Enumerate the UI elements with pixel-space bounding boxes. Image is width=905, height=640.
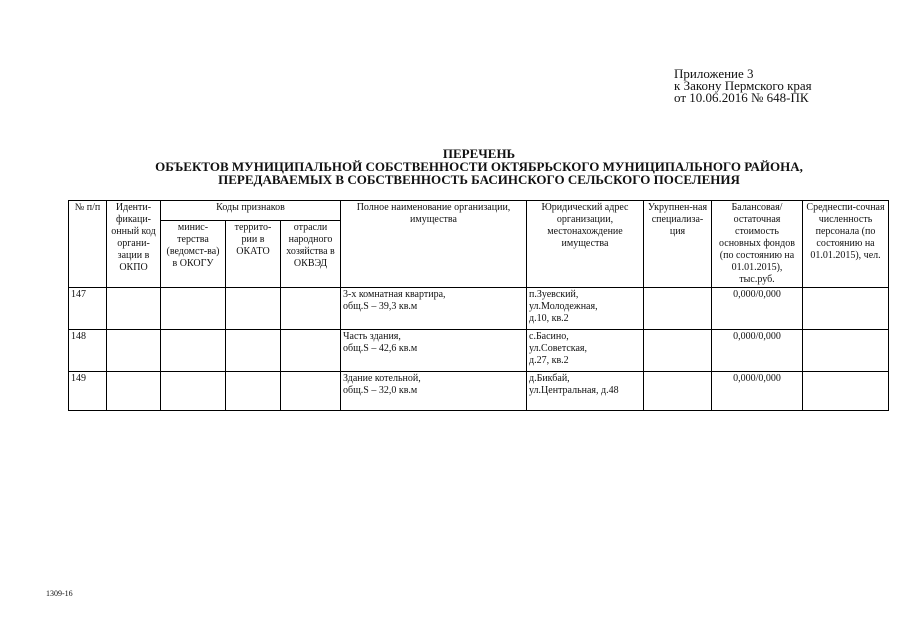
cell-name-line-1: Здание котельной, <box>343 373 421 384</box>
header-row-1 <box>69 201 889 221</box>
cell-ident <box>107 288 161 330</box>
cell-ident <box>107 330 161 372</box>
cell-address-line-2: ул.Центральная, д.48 <box>529 385 619 396</box>
cell-address <box>527 288 644 330</box>
header-ident: Иденти-фикаци-онный код органи-зации в ОКПО <box>107 201 161 288</box>
cell-address-line-2: ул.Молодежная, <box>529 301 598 312</box>
cell-name <box>341 372 527 411</box>
header-staff: Среднеспи-сочная численность персонала (по состоянию на 01.01.2015), чел. <box>803 201 889 288</box>
cell-spec <box>644 288 712 330</box>
header-territory: террито-рии в ОКАТО <box>226 220 281 287</box>
appendix-line-1: Приложение 3 <box>674 66 754 81</box>
cell-ministry <box>161 288 226 330</box>
cell-spec <box>644 372 712 411</box>
cell-ministry <box>161 330 226 372</box>
table-row <box>69 330 889 372</box>
cell-balance: 0,000/0,000 <box>712 288 803 330</box>
cell-address <box>527 372 644 411</box>
cell-address-line-3: д.27, кв.2 <box>529 355 569 366</box>
cell-name <box>341 330 527 372</box>
cell-address <box>527 330 644 372</box>
cell-address-line-1: д.Бикбай, <box>529 373 570 384</box>
header-name: Полное наименование организации, имущества <box>341 201 527 288</box>
cell-staff <box>803 330 889 372</box>
cell-staff <box>803 372 889 411</box>
cell-address-line-2: ул.Советская, <box>529 343 587 354</box>
appendix-note <box>674 68 812 104</box>
cell-address-line-3: д.10, кв.2 <box>529 313 569 324</box>
cell-balance: 0,000/0,000 <box>712 330 803 372</box>
cell-spec <box>644 330 712 372</box>
cell-num: 149 <box>69 372 107 411</box>
cell-branch <box>281 288 341 330</box>
cell-num: 147 <box>69 288 107 330</box>
cell-address-line-1: с.Басино, <box>529 331 569 342</box>
footer-code: 1309-16 <box>46 589 73 598</box>
cell-territory <box>226 330 281 372</box>
cell-name-line-2: общ.S – 39,3 кв.м <box>343 301 418 312</box>
cell-name-line-2: общ.S – 42,6 кв.м <box>343 343 418 354</box>
document-title <box>70 147 888 186</box>
cell-name-line-1: 3-х комнатная квартира, <box>343 289 446 300</box>
cell-ident <box>107 372 161 411</box>
appendix-line-3: от 10.06.2016 № 648-ПК <box>674 90 809 105</box>
cell-balance: 0,000/0,000 <box>712 372 803 411</box>
table-row <box>69 288 889 330</box>
cell-branch <box>281 330 341 372</box>
table-row <box>69 372 889 411</box>
cell-name-line-2: общ.S – 32,0 кв.м <box>343 385 418 396</box>
header-num: № п/п <box>69 201 107 288</box>
cell-branch <box>281 372 341 411</box>
header-ministry: минис-терства (ведомст-ва) в ОКОГУ <box>161 220 226 287</box>
appendix-line-2: к Закону Пермского края <box>674 78 812 93</box>
cell-name-line-1: Часть здания, <box>343 331 401 342</box>
title-line-1: ПЕРЕЧЕНЬ <box>442 146 516 161</box>
header-codes: Коды признаков <box>161 201 341 221</box>
title-line-2: ОБЪЕКТОВ МУНИЦИПАЛЬНОЙ СОБСТВЕННОСТИ ОКТЯБРЬСКОГО МУНИЦИПАЛЬНОГО РАЙОНА, <box>155 159 803 174</box>
property-table <box>68 200 889 411</box>
cell-territory <box>226 288 281 330</box>
cell-territory <box>226 372 281 411</box>
header-balance: Балансовая/ остаточная стоимость основных фондов (по состоянию на 01.01.2015), тыс.руб. <box>712 201 803 288</box>
cell-num: 148 <box>69 330 107 372</box>
cell-staff <box>803 288 889 330</box>
header-branch: отрасли народного хозяйства в ОКВЭД <box>281 220 341 287</box>
header-spec: Укрупнен-ная специализа-ция <box>644 201 712 288</box>
cell-address-line-1: п.Зуевский, <box>529 289 579 300</box>
title-line-3: ПЕРЕДАВАЕМЫХ В СОБСТВЕННОСТЬ БАСИНСКОГО СЕЛЬСКОГО ПОСЕЛЕНИЯ <box>218 172 740 187</box>
cell-ministry <box>161 372 226 411</box>
header-address: Юридический адрес организации, местонахождение имущества <box>527 201 644 288</box>
cell-name <box>341 288 527 330</box>
